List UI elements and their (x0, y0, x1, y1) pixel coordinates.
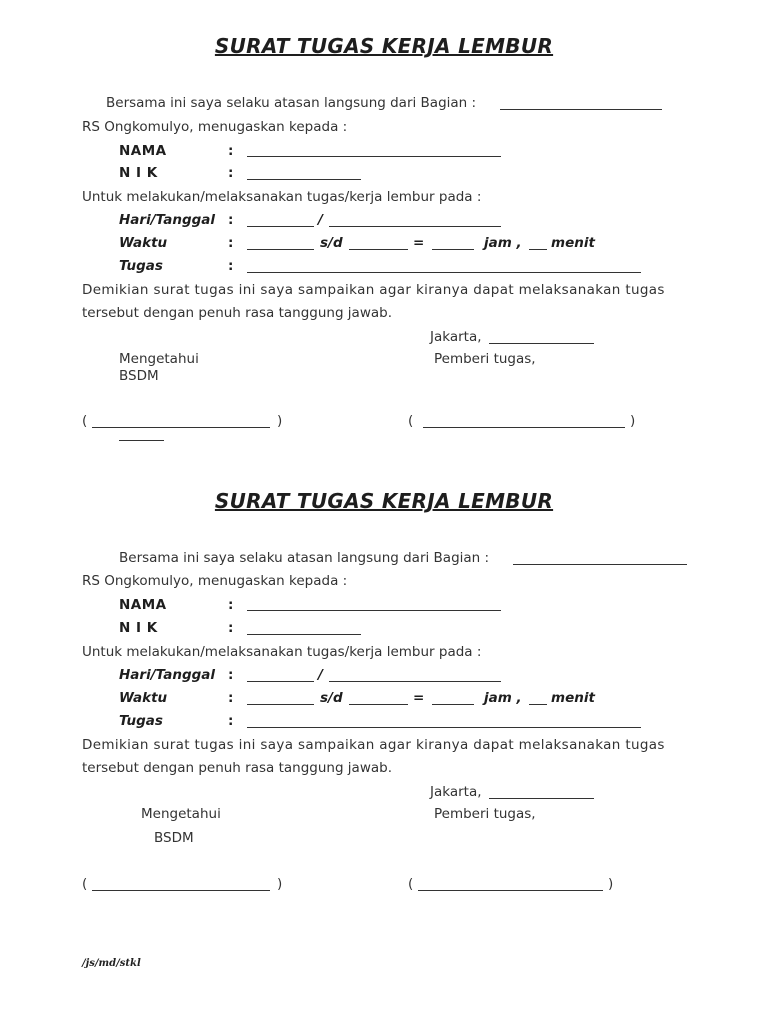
colon: : (228, 165, 234, 181)
colon: : (228, 620, 234, 636)
jam-text: jam , (484, 690, 522, 706)
jam-text: jam , (484, 235, 522, 251)
colon: : (228, 597, 234, 613)
signature-right-blank[interactable] (418, 890, 603, 891)
tanggal-blank[interactable] (329, 681, 501, 682)
colon: : (228, 212, 234, 228)
jam-blank[interactable] (432, 704, 474, 705)
closing-line-1: Demikian surat tugas ini saya sampaikan agar kiranya dapat melaksanakan tugas (82, 737, 665, 753)
equals: = (413, 690, 425, 706)
intro-text: Bersama ini saya selaku atasan langsung dari Bagian : (119, 550, 490, 566)
colon: : (228, 235, 234, 251)
task-intro: Untuk melakukan/melaksanakan tugas/kerja lembur pada : (82, 644, 482, 660)
tugas-label: Tugas (119, 258, 163, 274)
menit-blank[interactable] (529, 249, 547, 250)
paren-open: ( (82, 876, 88, 892)
hari-label: Hari/Tanggal (119, 667, 216, 683)
jam-blank[interactable] (432, 249, 474, 250)
menit-text: menit (551, 235, 595, 251)
paren-open: ( (408, 413, 414, 429)
pemberi-tugas-text: Pemberi tugas, (434, 806, 536, 822)
signature-left-blank[interactable] (92, 427, 270, 428)
paren-open: ( (82, 413, 88, 429)
paren-close: ) (277, 413, 283, 429)
closing-line-1: Demikian surat tugas ini saya sampaikan agar kiranya dapat melaksanakan tugas (82, 282, 665, 298)
nik-label: N I K (119, 165, 158, 181)
paren-close: ) (608, 876, 614, 892)
waktu-label: Waktu (119, 235, 168, 251)
closing-line-2: tersebut dengan penuh rasa tanggung jawab. (82, 305, 393, 321)
colon: : (228, 713, 234, 729)
equals: = (413, 235, 425, 251)
slash: / (318, 667, 323, 683)
tanggal-blank[interactable] (329, 226, 501, 227)
tugas-label: Tugas (119, 713, 163, 729)
nip-blank[interactable] (119, 440, 164, 441)
signature-left-blank[interactable] (92, 890, 270, 891)
waktu-label: Waktu (119, 690, 168, 706)
slash: / (318, 212, 323, 228)
waktu-start-blank[interactable] (247, 704, 314, 705)
date-blank[interactable] (489, 343, 594, 344)
hari-label: Hari/Tanggal (119, 212, 216, 228)
colon: : (228, 258, 234, 274)
place-text: Jakarta, (430, 329, 482, 345)
nama-blank[interactable] (247, 610, 501, 611)
date-blank[interactable] (489, 798, 594, 799)
footer-code: /js/md/stkl (82, 958, 141, 969)
pemberi-tugas-text: Pemberi tugas, (434, 351, 536, 367)
nama-blank[interactable] (247, 156, 501, 157)
bagian-blank[interactable] (513, 564, 687, 565)
menit-blank[interactable] (529, 704, 547, 705)
intro-text-2: RS Ongkomulyo, menugaskan kepada : (82, 119, 348, 135)
tugas-blank[interactable] (247, 727, 641, 728)
bsdm-text: BSDM (154, 830, 194, 846)
mengetahui-text: Mengetahui (119, 351, 199, 367)
nik-blank[interactable] (247, 634, 361, 635)
paren-close: ) (630, 413, 636, 429)
paren-open: ( (408, 876, 414, 892)
colon: : (228, 690, 234, 706)
bsdm-text: BSDM (119, 368, 159, 384)
paren-close: ) (277, 876, 283, 892)
task-intro: Untuk melakukan/melaksanakan tugas/kerja lembur pada : (82, 189, 482, 205)
closing-line-2: tersebut dengan penuh rasa tanggung jawab. (82, 760, 393, 776)
document-title: SURAT TUGAS KERJA LEMBUR (214, 34, 554, 58)
mengetahui-text: Mengetahui (141, 806, 221, 822)
sd-text: s/d (320, 235, 343, 251)
waktu-end-blank[interactable] (349, 704, 408, 705)
bagian-blank[interactable] (500, 109, 662, 110)
menit-text: menit (551, 690, 595, 706)
sd-text: s/d (320, 690, 343, 706)
intro-text: Bersama ini saya selaku atasan langsung dari Bagian : (106, 95, 477, 111)
colon: : (228, 143, 234, 159)
hari-blank[interactable] (247, 226, 314, 227)
document-title: SURAT TUGAS KERJA LEMBUR (214, 489, 554, 513)
waktu-start-blank[interactable] (247, 249, 314, 250)
signature-right-blank[interactable] (423, 427, 625, 428)
nik-blank[interactable] (247, 179, 361, 180)
nama-label: NAMA (119, 143, 167, 159)
colon: : (228, 667, 234, 683)
nik-label: N I K (119, 620, 158, 636)
intro-text-2: RS Ongkomulyo, menugaskan kepada : (82, 573, 348, 589)
place-text: Jakarta, (430, 784, 482, 800)
tugas-blank[interactable] (247, 272, 641, 273)
nama-label: NAMA (119, 597, 167, 613)
waktu-end-blank[interactable] (349, 249, 408, 250)
hari-blank[interactable] (247, 681, 314, 682)
